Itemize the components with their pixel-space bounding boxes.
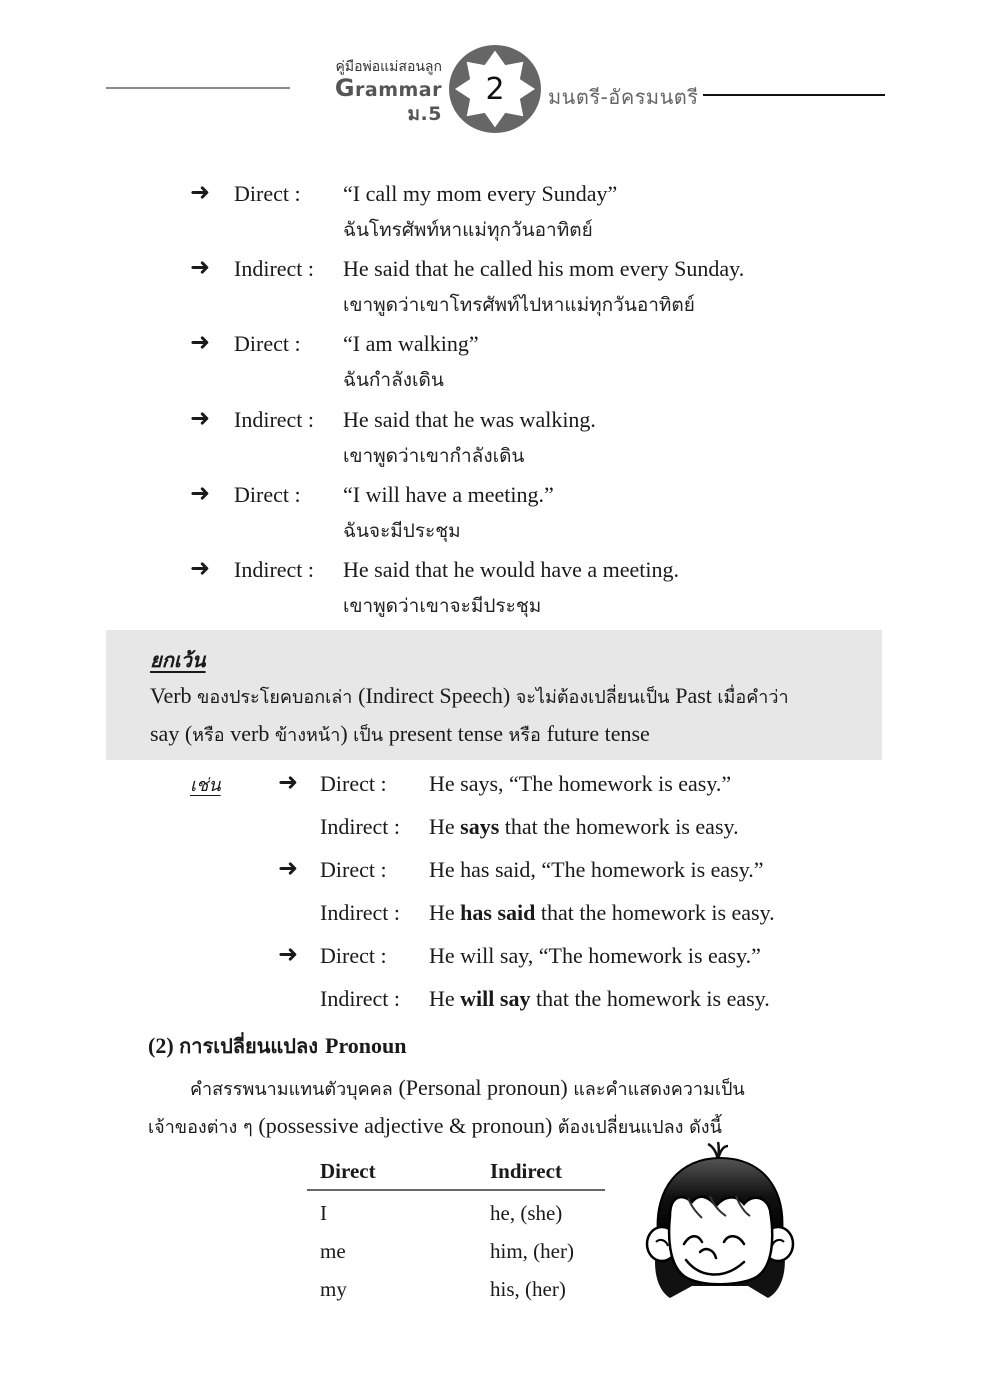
text-span: เจ้าของต่าง ๆ (148, 1117, 259, 1138)
example-label: เช่น (190, 775, 221, 796)
text-span: future tense (546, 721, 650, 746)
header-rule-right (703, 94, 885, 96)
english-sentence: He said that he would have a meeting. (343, 557, 680, 582)
arrow-right-icon: ➜ (278, 768, 299, 796)
text-span: ต้องเปลี่ยนแปลง ดังนี้ (557, 1117, 722, 1138)
header-direct: Direct (320, 1159, 376, 1183)
example-sentence: He says, “The homework is easy.” (429, 771, 732, 796)
author-names: มนตรี-อัครมนตรี (548, 85, 699, 109)
exception-note-box (106, 630, 882, 760)
section-paragraph-line-2 (148, 1112, 722, 1142)
arrow-right-icon: ➜ (278, 940, 299, 968)
text-span: me (320, 1239, 346, 1263)
arrow-right-icon: ➜ (190, 178, 211, 206)
arrow-right-icon: ➜ (190, 328, 211, 356)
text-span: หรือ (192, 725, 231, 746)
section-paragraph-line-1 (190, 1074, 745, 1104)
thai-translation: เขาพูดว่าเขาโทรศัพท์ไปหาแม่ทุกวันอาทิตย์ (343, 294, 695, 316)
pronoun-table (307, 1155, 605, 1305)
text-span: ข้างหน้า (274, 725, 341, 746)
text-span: say ( (150, 721, 193, 746)
speech-type-label: Indirect : (320, 986, 401, 1011)
note-line-2 (150, 720, 650, 750)
page-number-badge (448, 44, 542, 134)
text-span: rammar ม.5 (355, 79, 442, 125)
speech-type-label: Direct : (320, 943, 387, 968)
speech-type-label: Indirect : (234, 407, 315, 432)
thai-translation: เขาพูดว่าเขาจะมีประชุม (343, 595, 542, 617)
text-span: present tense (388, 721, 509, 746)
text-span: he, (she) (490, 1201, 563, 1225)
emphasized-verb: will say (460, 986, 531, 1011)
english-sentence: “I am walking” (343, 331, 479, 356)
example-sentence: He will say that the homework is easy. (429, 986, 770, 1011)
text-span: (2) (148, 1033, 174, 1058)
example-sentence: He has said that the homework is easy. (429, 900, 775, 925)
note-title: ยกเว้น (150, 648, 206, 672)
thai-translation: ฉันโทรศัพท์หาแม่ทุกวันอาทิตย์ (343, 219, 593, 241)
text-span: เป็น (353, 725, 389, 746)
page-number: 2 (485, 71, 505, 107)
speech-type-label: Indirect : (234, 557, 315, 582)
text-span: Verb (150, 683, 198, 708)
table-row (307, 1191, 605, 1229)
thai-translation: เขาพูดว่าเขากำลังเดิน (343, 445, 525, 467)
speech-type-label: Indirect : (234, 256, 315, 281)
book-title-block (296, 58, 442, 126)
note-line-1 (150, 682, 789, 712)
arrow-right-icon: ➜ (190, 479, 211, 507)
arrow-right-icon: ➜ (190, 554, 211, 582)
arrow-right-icon: ➜ (190, 253, 211, 281)
header-indirect: Indirect (490, 1159, 562, 1183)
thai-translation: ฉันกำลังเดิน (343, 369, 444, 391)
section-heading (148, 1030, 407, 1062)
text-span: ของประโยคบอกเล่า (197, 687, 359, 708)
text-span: จะไม่ต้องเปลี่ยนเป็น (515, 687, 676, 708)
text-span: ) (340, 721, 354, 746)
english-sentence: “I call my mom every Sunday” (343, 181, 618, 206)
table-header (307, 1155, 605, 1191)
text-span: หรือ (508, 725, 547, 746)
text-span: (possessive adjective & pronoun) (258, 1113, 558, 1138)
text-span: คำสรรพนามแทนตัวบุคคล (190, 1079, 399, 1100)
example-sentence: He will say, “The homework is easy.” (429, 943, 761, 968)
book-title (296, 76, 442, 126)
book-subtitle: คู่มือพ่อแม่สอนลูก (335, 59, 442, 75)
text-span: verb (230, 721, 275, 746)
example-sentence: He says that the homework is easy. (429, 814, 739, 839)
text-span: การเปลี่ยนแปลง (179, 1034, 325, 1058)
example-sentence: He has said, “The homework is easy.” (429, 857, 764, 882)
text-span: เมื่อคำว่า (717, 687, 789, 708)
text-span: Past (675, 683, 718, 708)
table-row (307, 1229, 605, 1267)
text-span: (Indirect Speech) (358, 683, 516, 708)
smiling-girl-illustration (640, 1138, 800, 1303)
speech-type-label: Direct : (234, 181, 301, 206)
english-sentence: He said that he was walking. (343, 407, 596, 432)
text-span: him, (her) (490, 1239, 574, 1263)
table-row (307, 1267, 605, 1305)
arrow-right-icon: ➜ (190, 404, 211, 432)
text-span: I (320, 1201, 327, 1225)
text-span: my (320, 1277, 347, 1301)
speech-type-label: Direct : (234, 482, 301, 507)
speech-type-label: Direct : (320, 857, 387, 882)
speech-type-label: Indirect : (320, 900, 401, 925)
text-span: his, (her) (490, 1277, 566, 1301)
text-span: (Personal pronoun) (398, 1075, 574, 1100)
speech-type-label: Direct : (320, 771, 387, 796)
emphasized-verb: says (460, 814, 500, 839)
text-span: Pronoun (325, 1033, 407, 1058)
english-sentence: “I will have a meeting.” (343, 482, 554, 507)
emphasized-verb: has said (460, 900, 536, 925)
text-span: G (334, 74, 356, 102)
thai-translation: ฉันจะมีประชุม (343, 520, 461, 542)
speech-type-label: Indirect : (320, 814, 401, 839)
arrow-right-icon: ➜ (278, 854, 299, 882)
text-span: และคำแสดงความเป็น (573, 1079, 745, 1100)
english-sentence: He said that he called his mom every Sunday. (343, 256, 745, 281)
header-rule-left (106, 87, 290, 89)
speech-type-label: Direct : (234, 331, 301, 356)
